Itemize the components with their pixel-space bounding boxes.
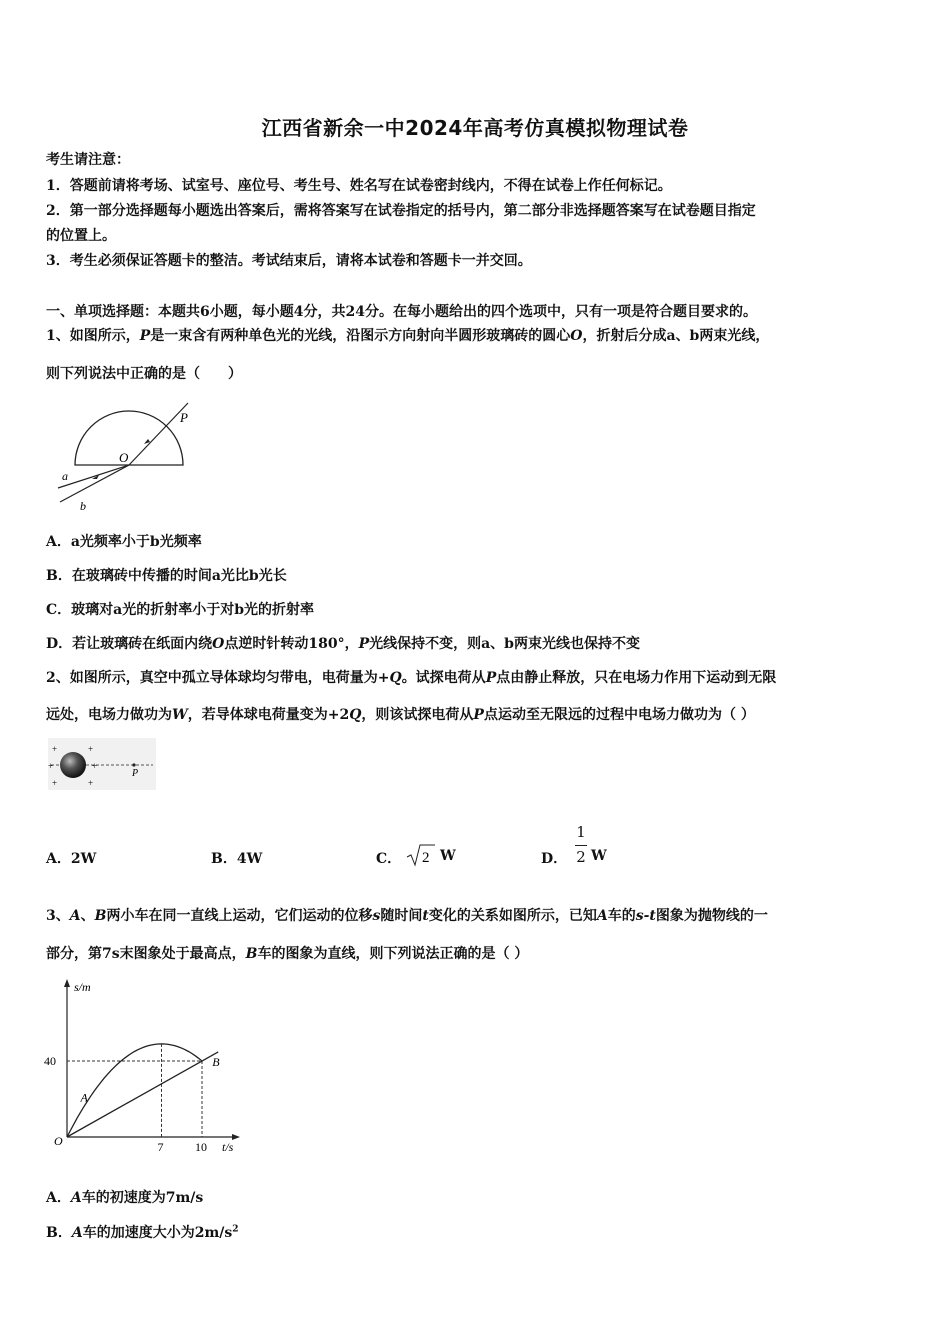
symbol-p: P: [358, 636, 370, 652]
text: ，则该试探电荷从: [361, 707, 474, 723]
sqrt-2-expression: [404, 842, 436, 868]
notice-heading: 考生请注意：: [46, 152, 130, 168]
y-axis-arrow: [64, 979, 70, 987]
question-3-stem-line2: [46, 944, 528, 964]
text: 、: [80, 908, 95, 924]
label-a: a: [62, 469, 68, 483]
text: ，折射后分成a、b两束光线，: [582, 328, 770, 344]
symbol-q: Q: [389, 670, 402, 686]
text: 2、如图所示，真空中孤立导体球均匀带电，电荷量为+: [46, 670, 390, 686]
question-1-stem-line1: [46, 326, 769, 346]
label-p: P: [180, 410, 188, 425]
semicircle-glass-figure: [50, 400, 195, 520]
y-tick-40: 40: [44, 1054, 56, 1068]
question-3-stem-line1: [46, 906, 768, 926]
text: C．: [376, 851, 402, 867]
superscript: 2: [232, 1224, 239, 1235]
fraction-bar: [575, 845, 587, 846]
semicircle-outline: [75, 411, 183, 465]
option-b: [46, 1222, 239, 1242]
sqrt-symbol: [407, 845, 435, 865]
question-2-stem-line2: [46, 705, 755, 725]
series-b-line: [67, 1052, 218, 1137]
question-1-stem-line2: 则下列说法中正确的是（ ）: [46, 366, 242, 382]
notice-item: 1．答题前请将考场、试室号、座位号、考生号、姓名写在试卷密封线内，不得在试卷上作任何标记。: [46, 178, 672, 194]
symbol-a: A: [71, 1225, 83, 1241]
symbol-p: P: [139, 328, 151, 344]
text: ，若导体球电荷量变为+2: [187, 707, 350, 723]
option-c: [376, 848, 401, 868]
text: 车的加速度大小为2m/s: [82, 1225, 233, 1241]
text: 车的初速度为7m/s: [81, 1190, 204, 1206]
radicand: 2: [422, 850, 430, 866]
option-d: [46, 633, 640, 653]
text: 点逆时针转动180°，: [224, 636, 359, 652]
st-graph: [40, 975, 250, 1155]
text: 变化的关系如图所示，已知: [428, 908, 597, 924]
series-b-label: B: [212, 1054, 220, 1069]
option-a: A．2W: [46, 851, 97, 867]
fraction-denominator: 2: [576, 848, 586, 866]
question-2-stem-line1: [46, 668, 776, 688]
symbol-p: P: [485, 670, 497, 686]
text: 部分，第7s末图象处于最高点，: [46, 946, 246, 962]
y-axis-label: s/m: [74, 980, 91, 994]
section-heading: 一、单项选择题：本题共6小题，每小题4分，共24分。在每小题给出的四个选项中，只有一项是符合题目要求的。: [46, 304, 757, 320]
text: 是一束含有两种单色光的光线，沿图示方向射向半圆形玻璃砖的圆心: [150, 328, 571, 344]
x-axis-label: t/s: [222, 1140, 234, 1154]
symbol-a: A: [70, 1190, 82, 1206]
symbol-t: t: [422, 908, 429, 924]
plus-sign: +: [92, 761, 98, 771]
option-d-unit: W: [591, 848, 607, 864]
option-c: C．玻璃对a光的折射率小于对b光的折射率: [46, 602, 315, 618]
label-o: O: [119, 450, 129, 465]
option-b: B．4W: [211, 851, 263, 867]
plus-sign: +: [88, 744, 94, 754]
text: 车的: [607, 908, 636, 924]
text: 1、如图所示，: [46, 328, 140, 344]
text: 图象为抛物线的一: [655, 908, 768, 924]
page-title: 江西省新余一中2024年高考仿真模拟物理试卷: [261, 116, 689, 140]
text: 点由静止释放，只在电场力作用下运动到无限: [496, 670, 777, 686]
text: 车的图象为直线，则下列说法正确的是（ ）: [257, 946, 529, 962]
plus-sign: +: [52, 744, 58, 754]
text: 光线保持不变，则a、b两束光线也保持不变: [369, 636, 640, 652]
plus-sign: +: [48, 761, 54, 771]
text: D．: [541, 851, 568, 867]
option-d: [541, 848, 567, 868]
text: 3、: [46, 908, 70, 924]
symbol-a: A: [596, 908, 608, 924]
plus-sign: +: [88, 778, 94, 788]
symbol-s: s: [372, 908, 381, 924]
symbol-b: B: [245, 946, 258, 962]
symbol-o: O: [570, 328, 583, 344]
text: B．: [46, 1225, 72, 1241]
option-a: A．a光频率小于b光频率: [46, 534, 202, 550]
option-b: B．在玻璃砖中传播的时间a光比b光长: [46, 568, 287, 584]
text: 远处，电场力做功为: [46, 707, 172, 723]
symbol-q: Q: [349, 707, 362, 723]
symbol-p: P: [473, 707, 484, 723]
option-a: [46, 1187, 203, 1207]
label-p: P: [132, 768, 139, 779]
option-c-unit: W: [440, 848, 456, 864]
origin-label: O: [54, 1134, 63, 1148]
fraction-numerator: 1: [576, 823, 586, 841]
symbol-w: W: [172, 707, 188, 723]
notice-item: 的位置上。: [46, 228, 116, 244]
text: D．若让玻璃砖在纸面内绕: [46, 636, 213, 652]
series-a-label: A: [80, 1090, 88, 1105]
symbol-o: O: [212, 636, 225, 652]
plus-sign: +: [52, 778, 58, 788]
symbol-a: A: [69, 908, 81, 924]
charged-sphere: [60, 752, 86, 778]
notice-item: 3．考生必须保证答题卡的整洁。考试结束后，请将本试卷和答题卡一并交回。: [46, 253, 532, 269]
symbol-b: B: [94, 908, 107, 924]
x-tick-10: 10: [195, 1140, 207, 1154]
text: 。试探电荷从: [401, 670, 486, 686]
label-b: b: [80, 499, 86, 513]
charged-sphere-figure: [48, 738, 156, 790]
text: A．: [46, 1190, 71, 1206]
x-tick-7: 7: [157, 1140, 164, 1154]
text: 随时间: [380, 908, 423, 924]
text: 两小车在同一直线上运动，它们运动的位移: [106, 908, 373, 924]
point-p: [132, 763, 135, 766]
text: 点运动至无限远的过程中电场力做功为（ ）: [483, 707, 755, 723]
notice-item: 2．第一部分选择题每小题选出答案后，需将答案写在试卷指定的括号内，第二部分非选择题答案写在试卷题目指定: [46, 203, 756, 219]
symbol-st: s-t: [635, 908, 656, 924]
